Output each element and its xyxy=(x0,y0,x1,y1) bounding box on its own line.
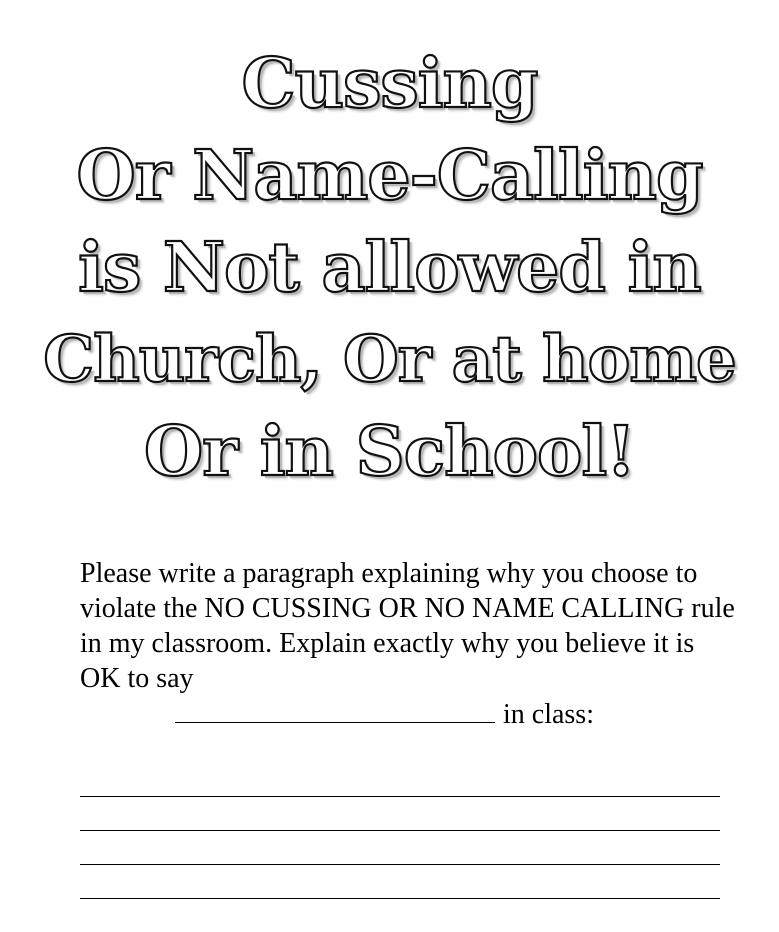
worksheet-title xyxy=(0,38,779,498)
in-class-text: in class: xyxy=(503,699,594,730)
say-blank-line xyxy=(80,696,740,732)
response-line[interactable] xyxy=(80,830,720,831)
instructions-paragraph xyxy=(80,556,740,732)
title-line-2: Or Name-Calling xyxy=(76,136,703,216)
response-line[interactable] xyxy=(80,864,720,865)
title-line-3: is Not allowed in xyxy=(78,228,701,308)
word-blank[interactable] xyxy=(175,696,495,723)
title-line-1: Cussing xyxy=(241,44,538,124)
title-line-4: Church, Or at home xyxy=(43,322,736,397)
title-line-5: Or in School! xyxy=(143,412,636,492)
instructions-text: Please write a paragraph explaining why you choose to violate the NO CUSSING OR NO NAME CALLING rule in my classroom. Explain exactly why you believe it is OK to say xyxy=(80,558,735,694)
response-lines xyxy=(80,796,720,932)
response-line[interactable] xyxy=(80,898,720,899)
response-line[interactable] xyxy=(80,796,720,797)
